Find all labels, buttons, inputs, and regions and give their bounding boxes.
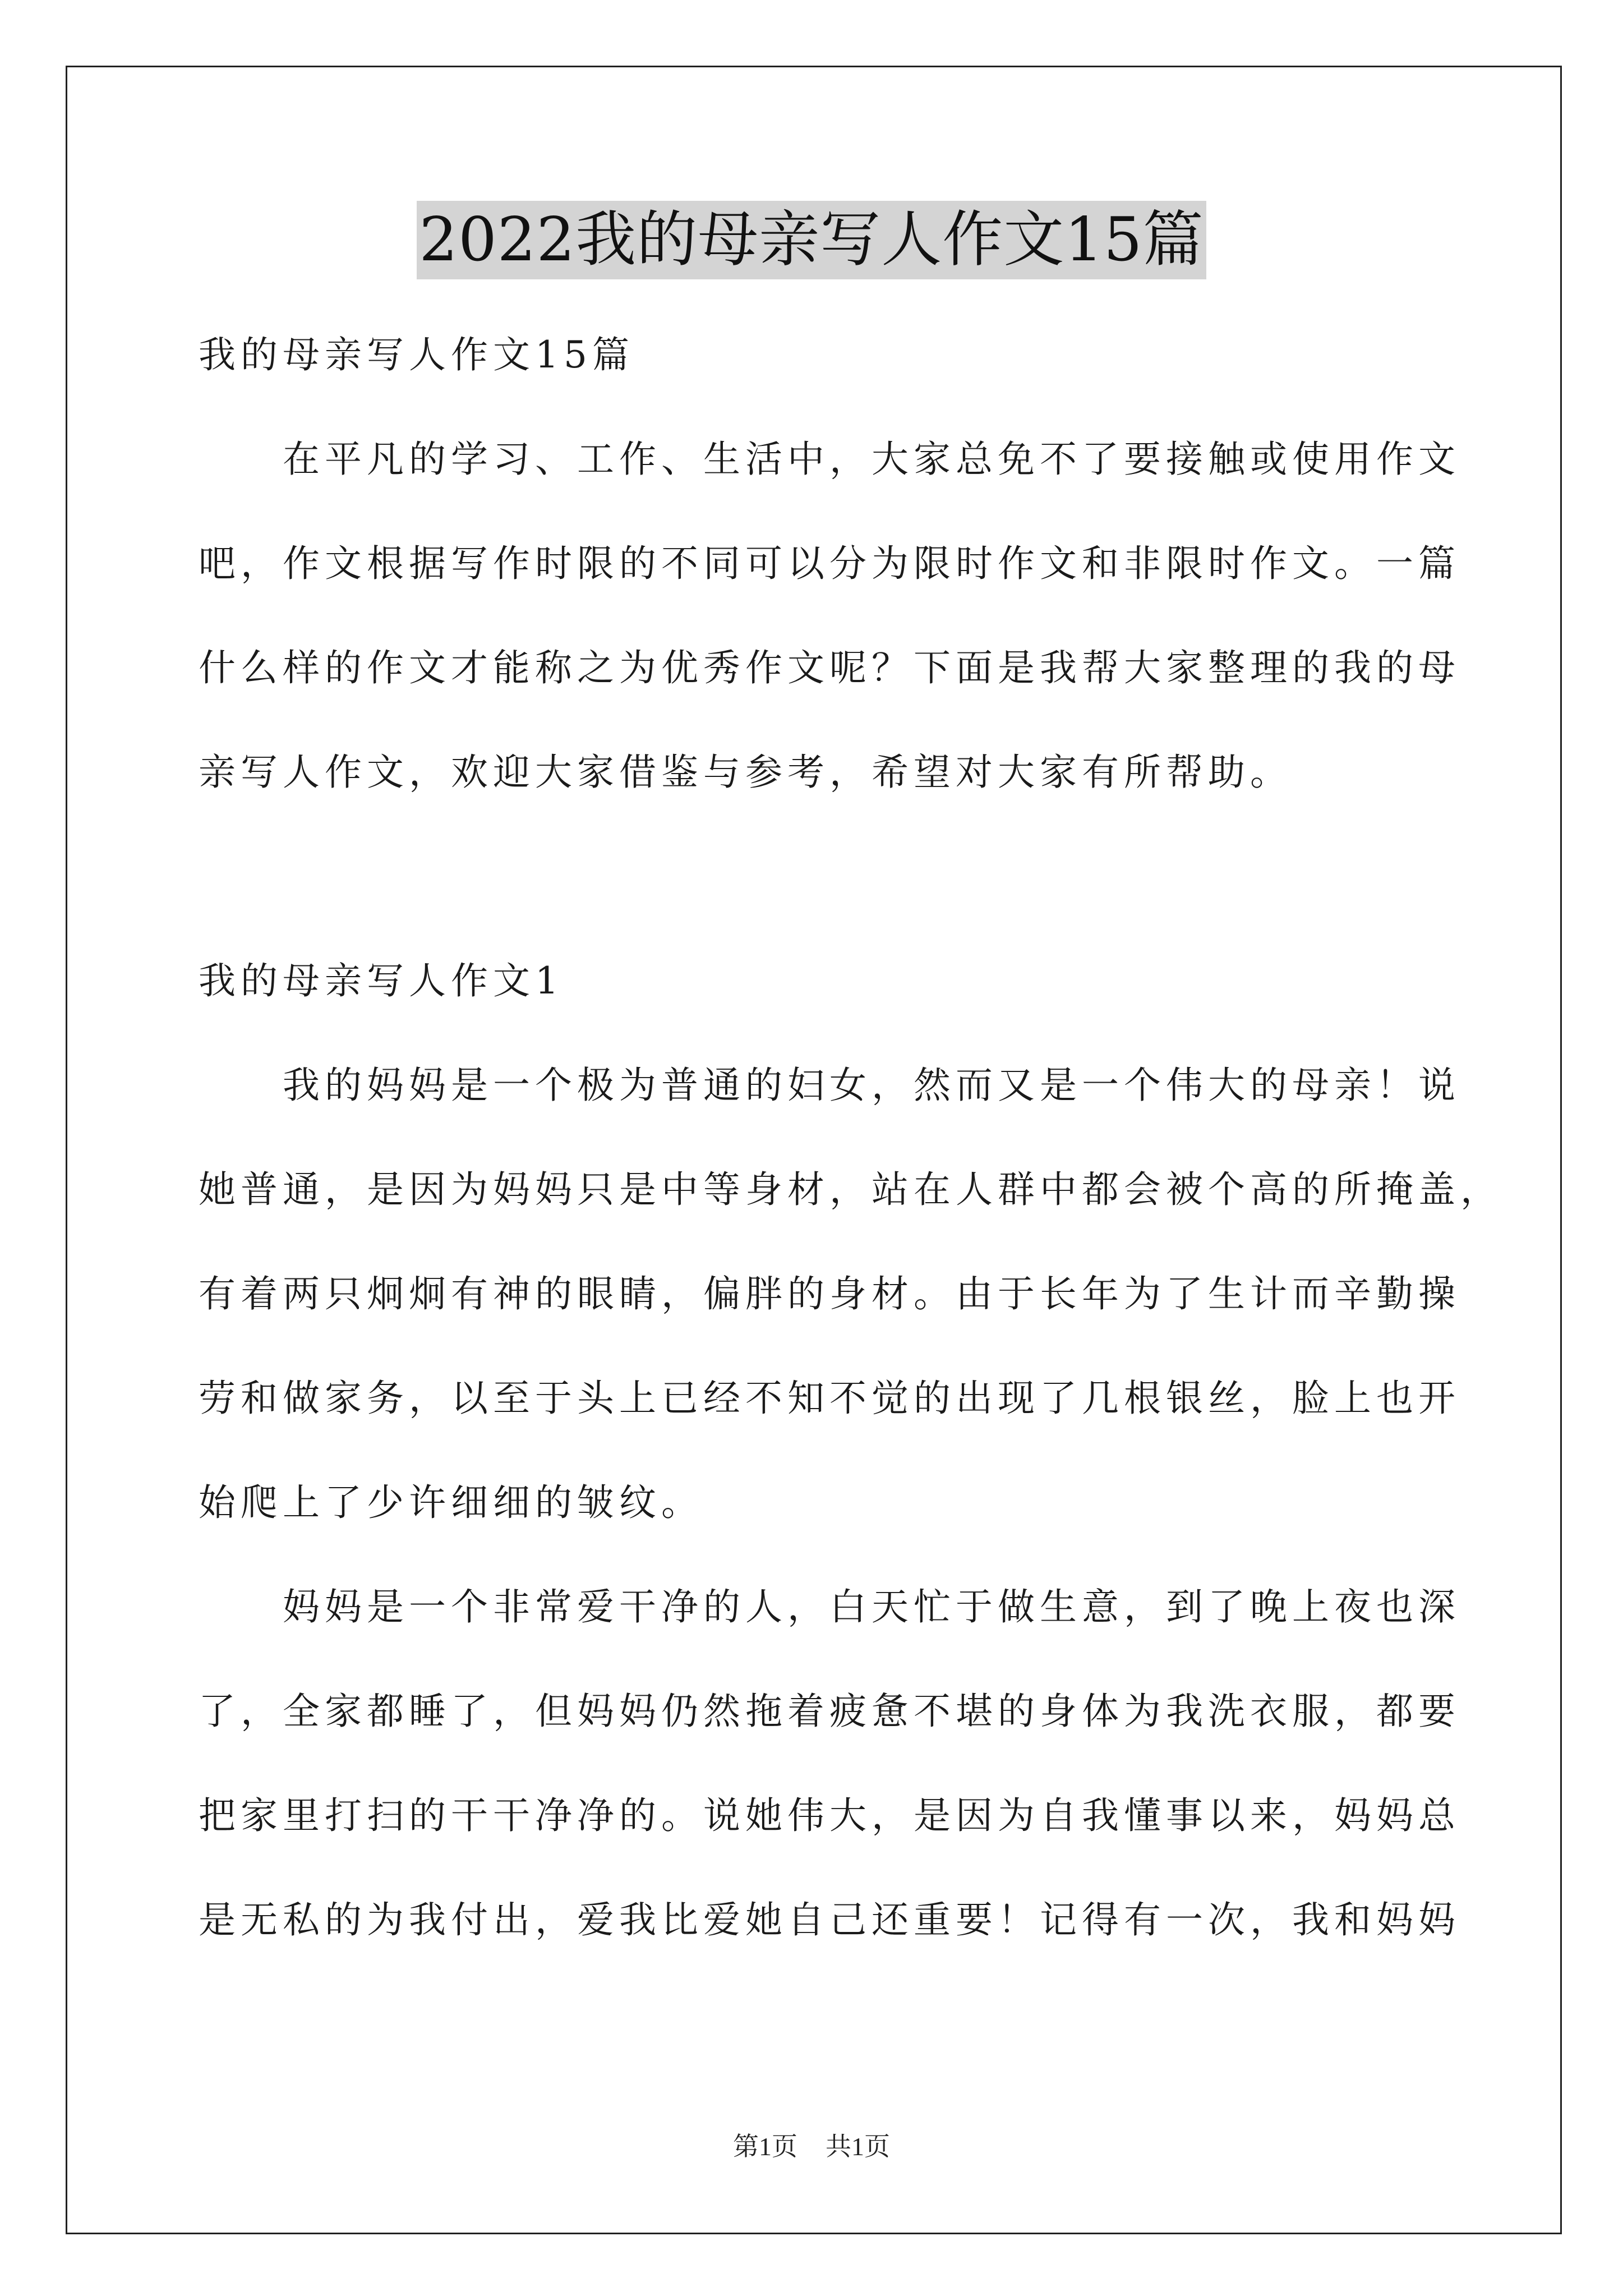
- subtitle: 我的母亲写人作文15篇: [199, 333, 634, 376]
- paragraph-line: 我的妈妈是一个极为普通的妇女，然而又是一个伟大的母亲！说: [283, 1064, 1460, 1107]
- document-body: [199, 303, 1502, 1972]
- intro-line: 在平凡的学习、工作、生活中，大家总免不了要接触或使用作文: [283, 438, 1460, 481]
- paragraph-line: 是无私的为我付出，爱我比爱她自己还重要！记得有一次，我和妈妈: [199, 1898, 1460, 1941]
- paragraph-line: 有着两只炯炯有神的眼睛，偏胖的身材。由于长年为了生计而辛勤操: [199, 1272, 1460, 1315]
- document-title: 2022我的母亲写人作文15篇: [417, 201, 1206, 279]
- title-container: [0, 201, 1623, 279]
- page-number: 第1页: [733, 2132, 797, 2161]
- intro-line: 吧，作文根据写作时限的不同可以分为限时作文和非限时作文。一篇: [199, 542, 1460, 585]
- section-heading: 我的母亲写人作文1: [199, 959, 564, 1002]
- page-total: 共1页: [826, 2132, 890, 2161]
- paragraph-line: 了，全家都睡了，但妈妈仍然拖着疲惫不堪的身体为我洗衣服，都要: [199, 1690, 1460, 1733]
- paragraph-line: 她普通，是因为妈妈只是中等身材，站在人群中都会被个高的所掩盖，: [199, 1168, 1502, 1211]
- spacer: [199, 825, 1442, 929]
- page-footer: [0, 2126, 1623, 2163]
- intro-line: 亲写人作文，欢迎大家借鉴与参考，希望对大家有所帮助。: [199, 751, 1292, 794]
- paragraph-line: 劳和做家务，以至于头上已经不知不觉的出现了几根银丝，脸上也开: [199, 1377, 1460, 1420]
- intro-line: 什么样的作文才能称之为优秀作文呢？下面是我帮大家整理的我的母: [199, 646, 1460, 689]
- paragraph-line: 把家里打扫的干干净净的。说她伟大，是因为自我懂事以来，妈妈总: [199, 1794, 1460, 1837]
- paragraph-line: 始爬上了少许细细的皱纹。: [199, 1481, 703, 1524]
- paragraph-line: 妈妈是一个非常爱干净的人，白天忙于做生意，到了晚上夜也深: [283, 1585, 1460, 1628]
